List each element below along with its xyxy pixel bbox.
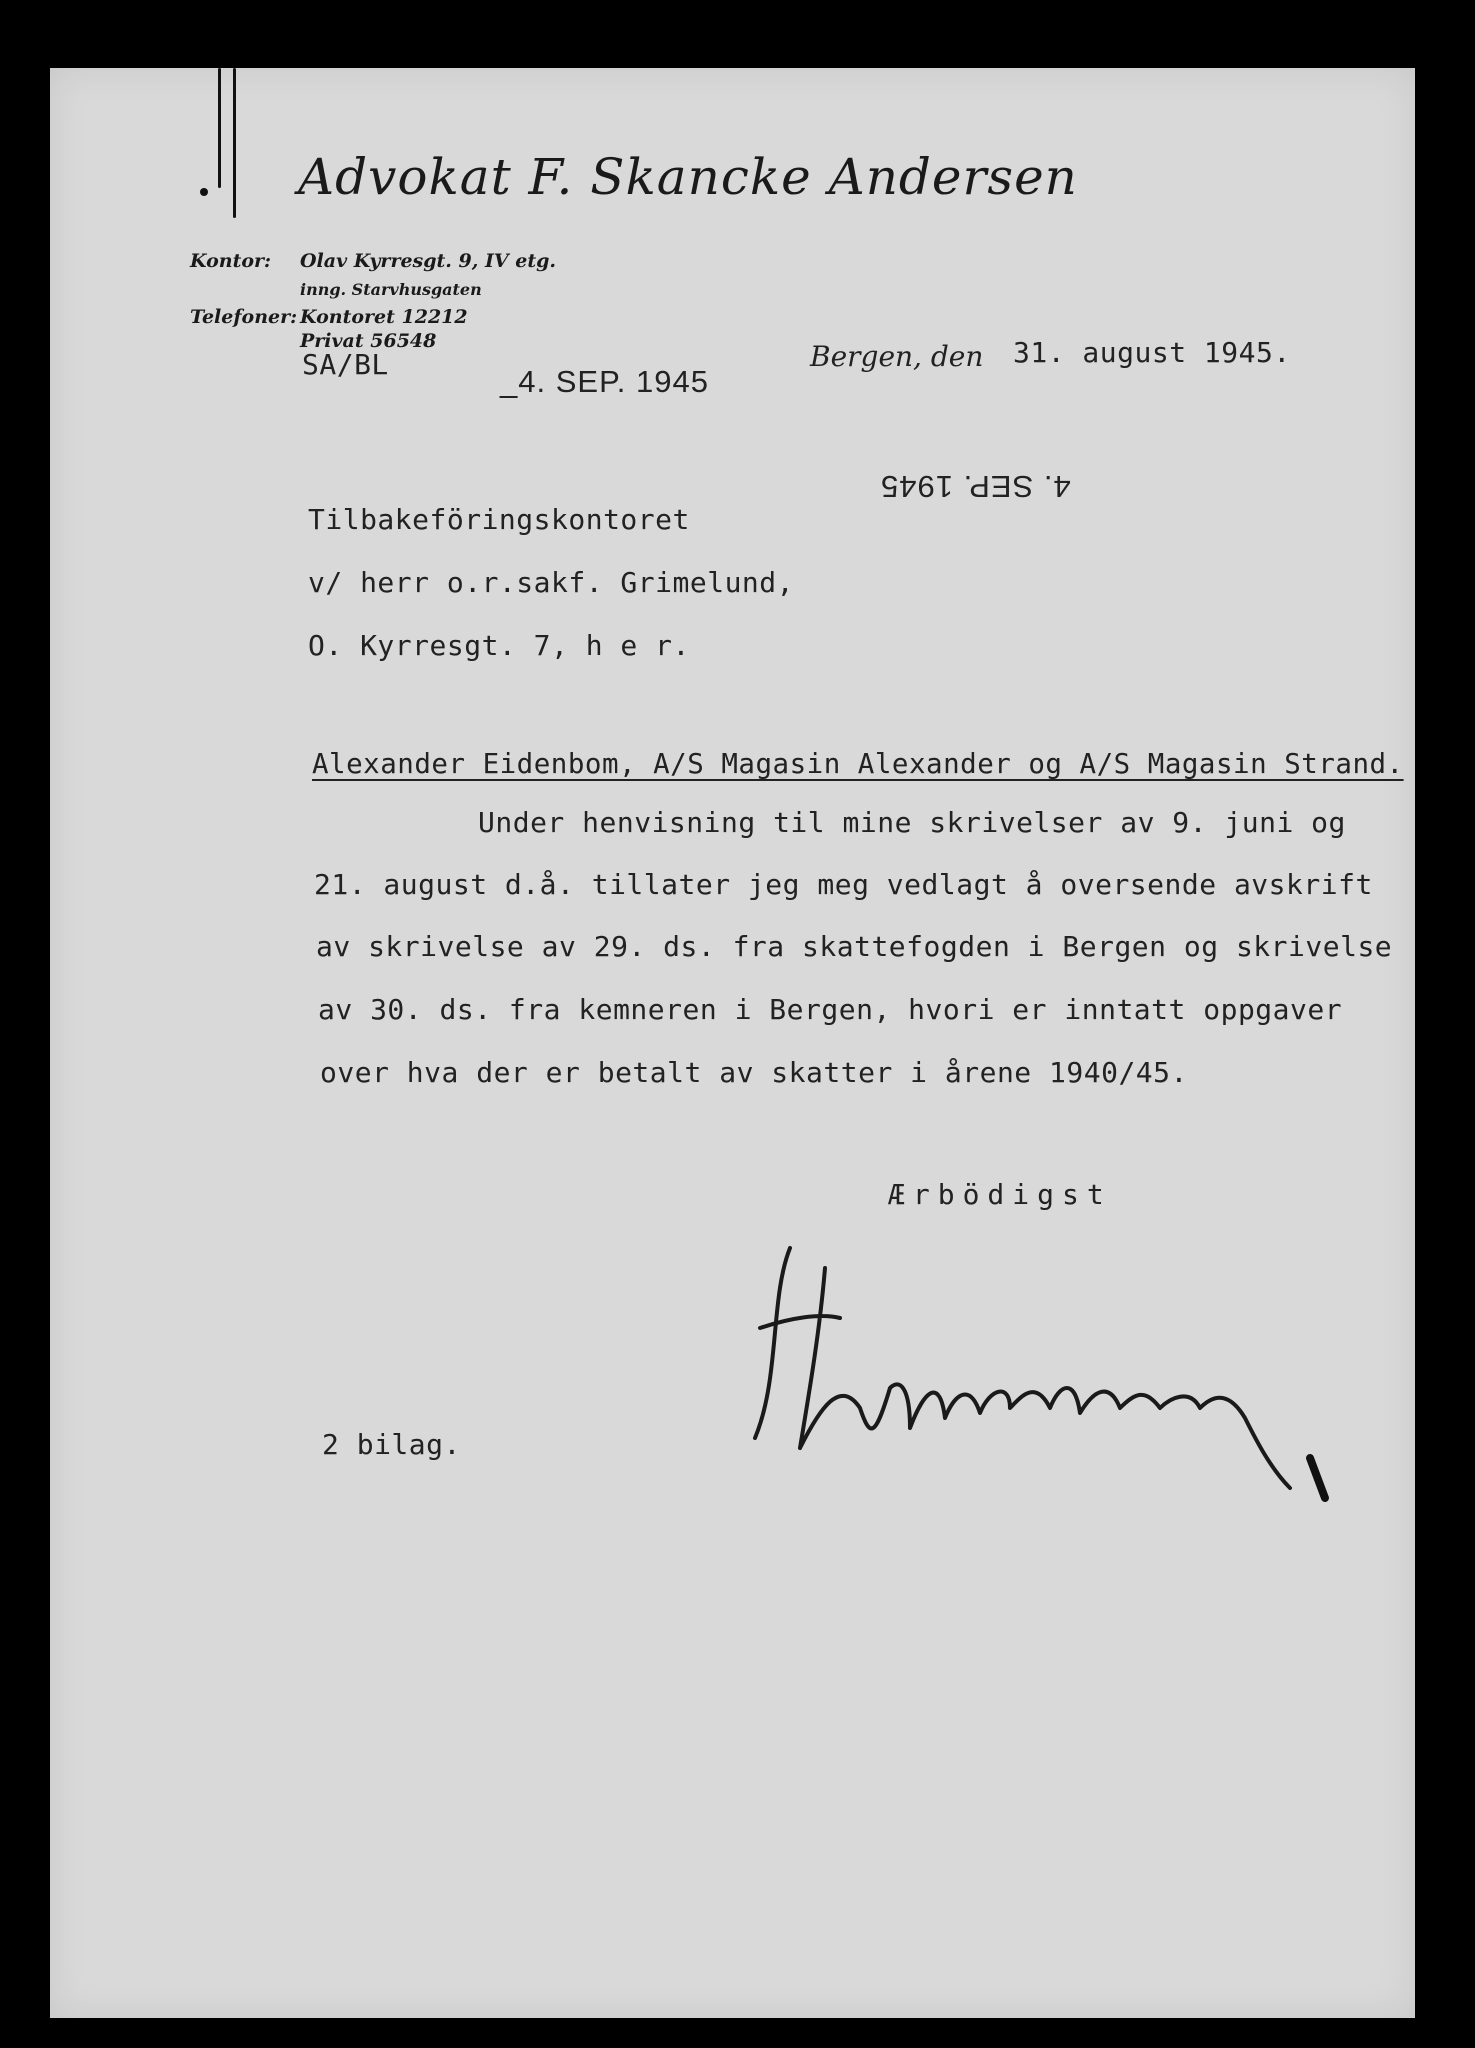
body-line: av skrivelse av 29. ds. fra skattefogden i Bergen og skrivelse — [316, 930, 1393, 963]
reference-code: SA/BL — [302, 348, 389, 381]
office-entrance: inng. Starvhusgaten — [300, 280, 482, 299]
ink-mark — [200, 188, 208, 196]
closing-salutation: Ærbödigst — [888, 1178, 1112, 1211]
letter-date: 31. august 1945. — [1013, 336, 1291, 369]
recipient-line-2: v/ herr o.r.sakf. Grimelund, — [308, 566, 795, 599]
mirrored-stamp: 4. SEP. 1945 — [880, 469, 1071, 504]
ink-mark — [218, 68, 221, 188]
body-line: 21. august d.å. tillater jeg meg vedlagt å oversende avskrift — [314, 868, 1373, 901]
stamp-dash: _ — [500, 364, 519, 399]
recipient-line-3: O. Kyrresgt. 7, h e r. — [308, 629, 690, 662]
phone-office: Kontoret 12212 — [300, 306, 468, 328]
received-stamp — [500, 364, 709, 400]
stamp-text: 4. SEP. 1945 — [518, 364, 709, 399]
ink-mark — [233, 68, 236, 218]
phone-label: Telefoner: — [190, 306, 298, 328]
letter-page — [50, 68, 1415, 2018]
letterhead-title: Advokat F. Skancke Andersen — [298, 148, 1078, 206]
office-address: Olav Kyrresgt. 9, IV etg. — [300, 250, 556, 272]
recipient-line-1: Tilbakeföringskontoret — [308, 503, 690, 536]
letter-subject: Alexander Eidenbom, A/S Magasin Alexander og A/S Magasin Strand. — [312, 748, 1404, 780]
enclosures-note: 2 bilag. — [322, 1428, 461, 1461]
place-label: Bergen, den — [810, 340, 984, 373]
body-line: Under henvisning til mine skrivelser av 9. juni og — [478, 806, 1346, 839]
body-line: av 30. ds. fra kemneren i Bergen, hvori er inntatt oppgaver — [318, 993, 1343, 1026]
handwritten-signature — [750, 1208, 1415, 1508]
phone-private: Privat 56548 — [300, 330, 437, 352]
body-line: over hva der er betalt av skatter i årene 1940/45. — [320, 1056, 1188, 1089]
office-label: Kontor: — [190, 250, 272, 272]
